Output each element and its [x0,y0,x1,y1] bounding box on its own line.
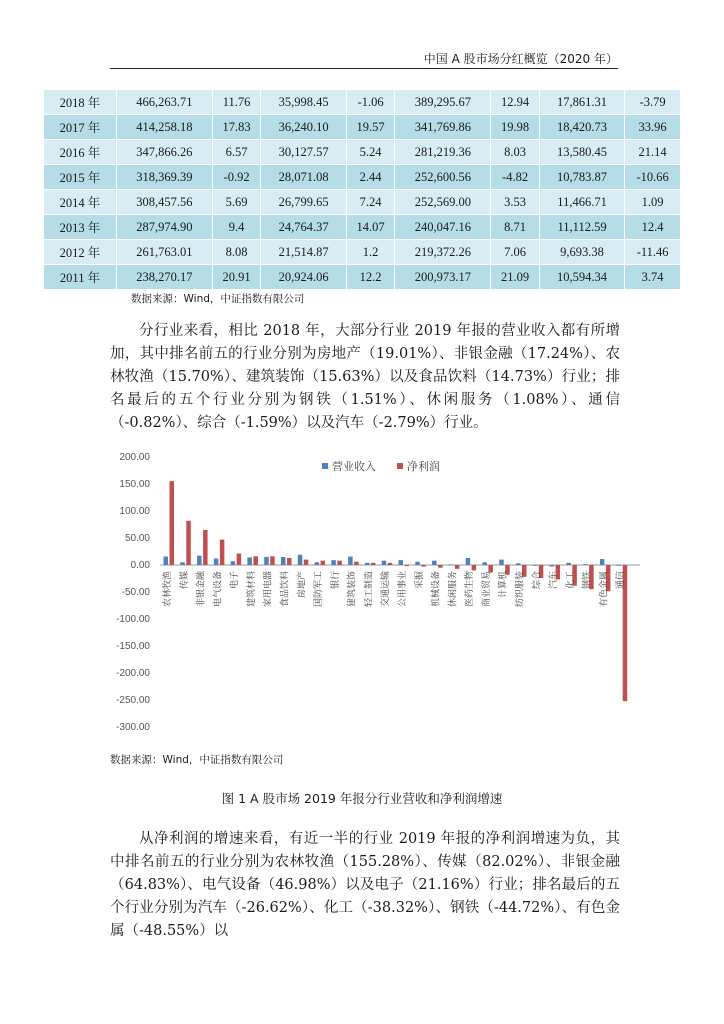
table-cell-value: 19.98 [491,115,540,140]
category-label: 公用事业 [398,571,408,608]
table-row [44,140,681,165]
table-cell-value: 238,270.17 [117,265,213,290]
table-cell-value: -11.46 [625,240,681,265]
bar-revenue [247,557,252,565]
table-source-note: 数据来源：Wind，中证指数有限公司 [131,293,305,305]
table-cell-year: 2012 年 [44,240,117,265]
table-cell-value: 36,240.10 [261,115,346,140]
table-cell-value: 261,763.01 [117,240,213,265]
bar-revenue [164,557,169,565]
table-cell-value: 10,594.34 [539,265,624,290]
paragraph-text: 从净利润的增速来看，有近一半的行业 2019 年报的净利润增速为负，其中排名前五的行业分别为农林牧渔（155.28%）、传媒（82.02%）、非银金融（64.83%）、电气设备（46.98%）以及电子（21.16%）行业；排名最后的五个行业分别为汽车（-26.62%）、化工（-38.32%）、钢铁（-44.72%）、有色金属（-48.55%）以 [110,831,620,939]
table-cell-value: 17,861.31 [539,90,624,115]
category-label: 交通运输 [381,571,392,608]
table-row [44,215,681,240]
yearly-data-table [44,90,681,290]
table-row [44,265,681,290]
bar-profit [253,556,258,565]
table-cell-value: -3.79 [625,90,681,115]
table-cell-value: 252,569.00 [395,190,491,215]
category-label: 食品饮料 [280,571,291,608]
table-cell-value: 13,580.45 [539,140,624,165]
table-cell-value: 20,924.06 [261,265,346,290]
bar-revenue [348,557,353,565]
y-tick-label: 150.00 [119,479,150,490]
table-cell-value: 8.71 [491,215,540,240]
table-cell-value: 281,219.36 [395,140,491,165]
bar-revenue [550,565,555,567]
table-cell-value: 12.4 [625,215,681,240]
category-label: 农林牧渔 [163,571,173,608]
category-label: 有色金属 [599,571,610,608]
y-tick-label: -300.00 [116,722,150,733]
table-cell-value: 2.44 [346,165,395,190]
table-row [44,165,681,190]
bar-revenue [566,563,571,565]
bar-profit [203,530,208,565]
legend-label-profit: 净利润 [407,460,440,473]
bar-profit [354,562,359,565]
bar-profit [337,561,342,565]
table-cell-value: 389,295.67 [395,90,491,115]
table-row [44,240,681,265]
category-label: 休闲服务 [448,571,459,608]
category-label: 家用电器 [263,571,274,608]
page-header: 中国 A 股市场分红概览（2020 年） [423,52,618,66]
table-cell-value: 12.2 [346,265,395,290]
table-cell-value: -1.06 [346,90,395,115]
bar-revenue [533,565,538,566]
y-tick-label: 0.00 [130,560,150,571]
category-label: 建筑材料 [246,571,257,608]
y-tick-label: -250.00 [116,695,150,706]
bar-revenue [180,562,185,565]
table-cell-value: 20.91 [212,265,261,290]
bar-profit [455,565,460,569]
category-label: 轻工制造 [364,571,375,608]
table-cell-value: 21.14 [625,140,681,165]
table-cell-value: 5.24 [346,140,395,165]
table-cell-value: 1.2 [346,240,395,265]
table-cell-year: 2013 年 [44,215,117,240]
bar-profit [287,558,292,565]
table-cell-value: 7.24 [346,190,395,215]
table-cell-value: 318,369.39 [117,165,213,190]
table-cell-value: 7.06 [491,240,540,265]
figure-caption: 图 1 A 股市场 2019 年报分行业营收和净利润增速 [221,791,503,806]
category-label: 建筑装饰 [347,571,358,608]
bar-revenue [415,562,420,565]
category-label: 房地产 [297,571,308,599]
bar-profit [237,554,242,565]
table-cell-value: 30,127.57 [261,140,346,165]
table-cell-value: 19.57 [346,115,395,140]
paragraph-text: 分行业来看，相比 2018 年，大部分行业 2019 年报的营业收入都有所增加，其中排名前五的行业分别为房地产（19.01%）、非银金融（17.24%）、农林牧渔（15.70%）、建筑装饰（15.63%）以及食品饮料（14.73%）行业；排名最后的五个行业分别为钢铁（1.51%）、休闲服务（1.08%）、通信（-0.82%）、综合（-1.59%）以及汽车（-2.79%）行业。 [110,323,620,431]
table-cell-value: 21,514.87 [261,240,346,265]
y-tick-label: 200.00 [119,452,150,463]
legend-swatch-revenue [322,463,328,469]
table-cell-value: 219,372.26 [395,240,491,265]
bar-profit [304,560,309,565]
table-cell-value: 17.83 [212,115,261,140]
table-cell-value: 9,693.38 [539,240,624,265]
paragraph-industry-profit [110,828,620,943]
table-cell-value: 8.08 [212,240,261,265]
y-tick-label: -100.00 [116,614,150,625]
bar-profit [472,565,477,570]
category-label: 电子 [230,571,241,590]
table-cell-value: 18,420.73 [539,115,624,140]
table-cell-year: 2011 年 [44,265,117,290]
table-cell-value: 33.96 [625,115,681,140]
category-label: 国防军工 [314,571,325,608]
bar-profit [388,563,393,565]
y-tick-label: -150.00 [116,641,150,652]
category-label: 计算机 [498,571,509,599]
table-cell-value: 12.94 [491,90,540,115]
bar-profit [170,481,175,565]
table-cell-year: 2018 年 [44,90,117,115]
table-cell-value: 200,973.17 [395,265,491,290]
category-label: 采掘 [414,571,425,590]
table-cell-value: 3.74 [625,265,681,290]
bar-revenue [449,564,454,565]
bar-revenue [231,561,236,565]
table-cell-value: 5.69 [212,190,261,215]
table-cell-value: 21.09 [491,265,540,290]
bar-revenue [281,557,286,565]
category-label: 纺织服装 [515,571,526,608]
table-cell-value: -4.82 [491,165,540,190]
bar-profit [438,565,443,568]
bar-profit [371,563,376,565]
table-cell-value: 10,783.87 [539,165,624,190]
industry-growth-chart [110,445,650,745]
table-cell-value: 6.57 [212,140,261,165]
table-cell-value: -10.66 [625,165,681,190]
table-cell-year: 2017 年 [44,115,117,140]
category-label: 非银金融 [196,571,207,608]
table-cell-value: 3.53 [491,190,540,215]
category-label: 电气设备 [213,571,224,608]
bar-profit [220,540,225,565]
bar-revenue [516,563,521,565]
header-rule [110,68,618,69]
table-cell-value: 252,600.56 [395,165,491,190]
category-label: 化工 [565,571,576,590]
table-cell-value: 1.09 [625,190,681,215]
bar-profit [421,565,426,567]
y-tick-label: 100.00 [119,506,150,517]
bar-profit [405,565,410,566]
table-cell-value: 28,071.08 [261,165,346,190]
chart-source-note: 数据来源：Wind，中证指数有限公司 [110,754,284,766]
category-label: 汽车 [549,571,560,590]
category-label: 商业贸易 [481,571,492,608]
bar-revenue [298,555,303,565]
table-cell-year: 2015 年 [44,165,117,190]
bar-revenue [482,562,487,565]
category-label: 机械设备 [431,571,442,608]
table-row [44,190,681,215]
legend-label-revenue: 营业收入 [332,460,376,473]
category-label: 医药生物 [465,571,476,608]
table-cell-year: 2014 年 [44,190,117,215]
table-cell-value: 341,769.86 [395,115,491,140]
bar-profit [186,521,191,565]
bar-profit [321,561,326,565]
table-cell-value: 8.03 [491,140,540,165]
bar-revenue [315,562,320,565]
bar-revenue [399,560,404,565]
table-cell-value: 287,974.90 [117,215,213,240]
table-cell-value: 11,112.59 [539,215,624,240]
bar-revenue [499,560,504,565]
category-label: 钢铁 [582,571,593,590]
table-cell-value: 24,764.37 [261,215,346,240]
table-cell-value: 466,263.71 [117,90,213,115]
bar-revenue [382,561,387,565]
table-cell-year: 2016 年 [44,140,117,165]
table-cell-value: 26,799.65 [261,190,346,215]
table-cell-value: 347,866.26 [117,140,213,165]
table-row [44,90,681,115]
paragraph-industry-revenue [110,320,620,435]
table-row [44,115,681,140]
bar-revenue [432,561,437,565]
table-cell-value: 14.07 [346,215,395,240]
table-cell-value: 11,466.71 [539,190,624,215]
category-label: 通信 [616,571,627,590]
legend-swatch-profit [397,463,403,469]
bar-revenue [466,558,471,565]
category-label: 综合 [532,571,543,590]
bar-revenue [214,559,219,565]
bar-revenue [583,564,588,565]
table-cell-value: 240,047.16 [395,215,491,240]
table-cell-value: 35,998.45 [261,90,346,115]
y-tick-label: -50.00 [121,587,150,598]
bar-revenue [264,557,269,565]
bar-revenue [617,565,622,566]
table-cell-value: 414,258.18 [117,115,213,140]
table-cell-value: 11.76 [212,90,261,115]
category-label: 银行 [330,571,341,590]
bar-revenue [331,560,336,565]
table-cell-value: 308,457.56 [117,190,213,215]
table-cell-value: 9.4 [212,215,261,240]
table-cell-value: -0.92 [212,165,261,190]
bar-revenue [197,556,202,565]
y-tick-label: -200.00 [116,668,150,679]
category-label: 传媒 [179,571,190,590]
y-tick-label: 50.00 [124,533,150,544]
bar-profit [270,556,275,565]
bar-revenue [600,559,605,565]
bar-revenue [365,563,370,565]
